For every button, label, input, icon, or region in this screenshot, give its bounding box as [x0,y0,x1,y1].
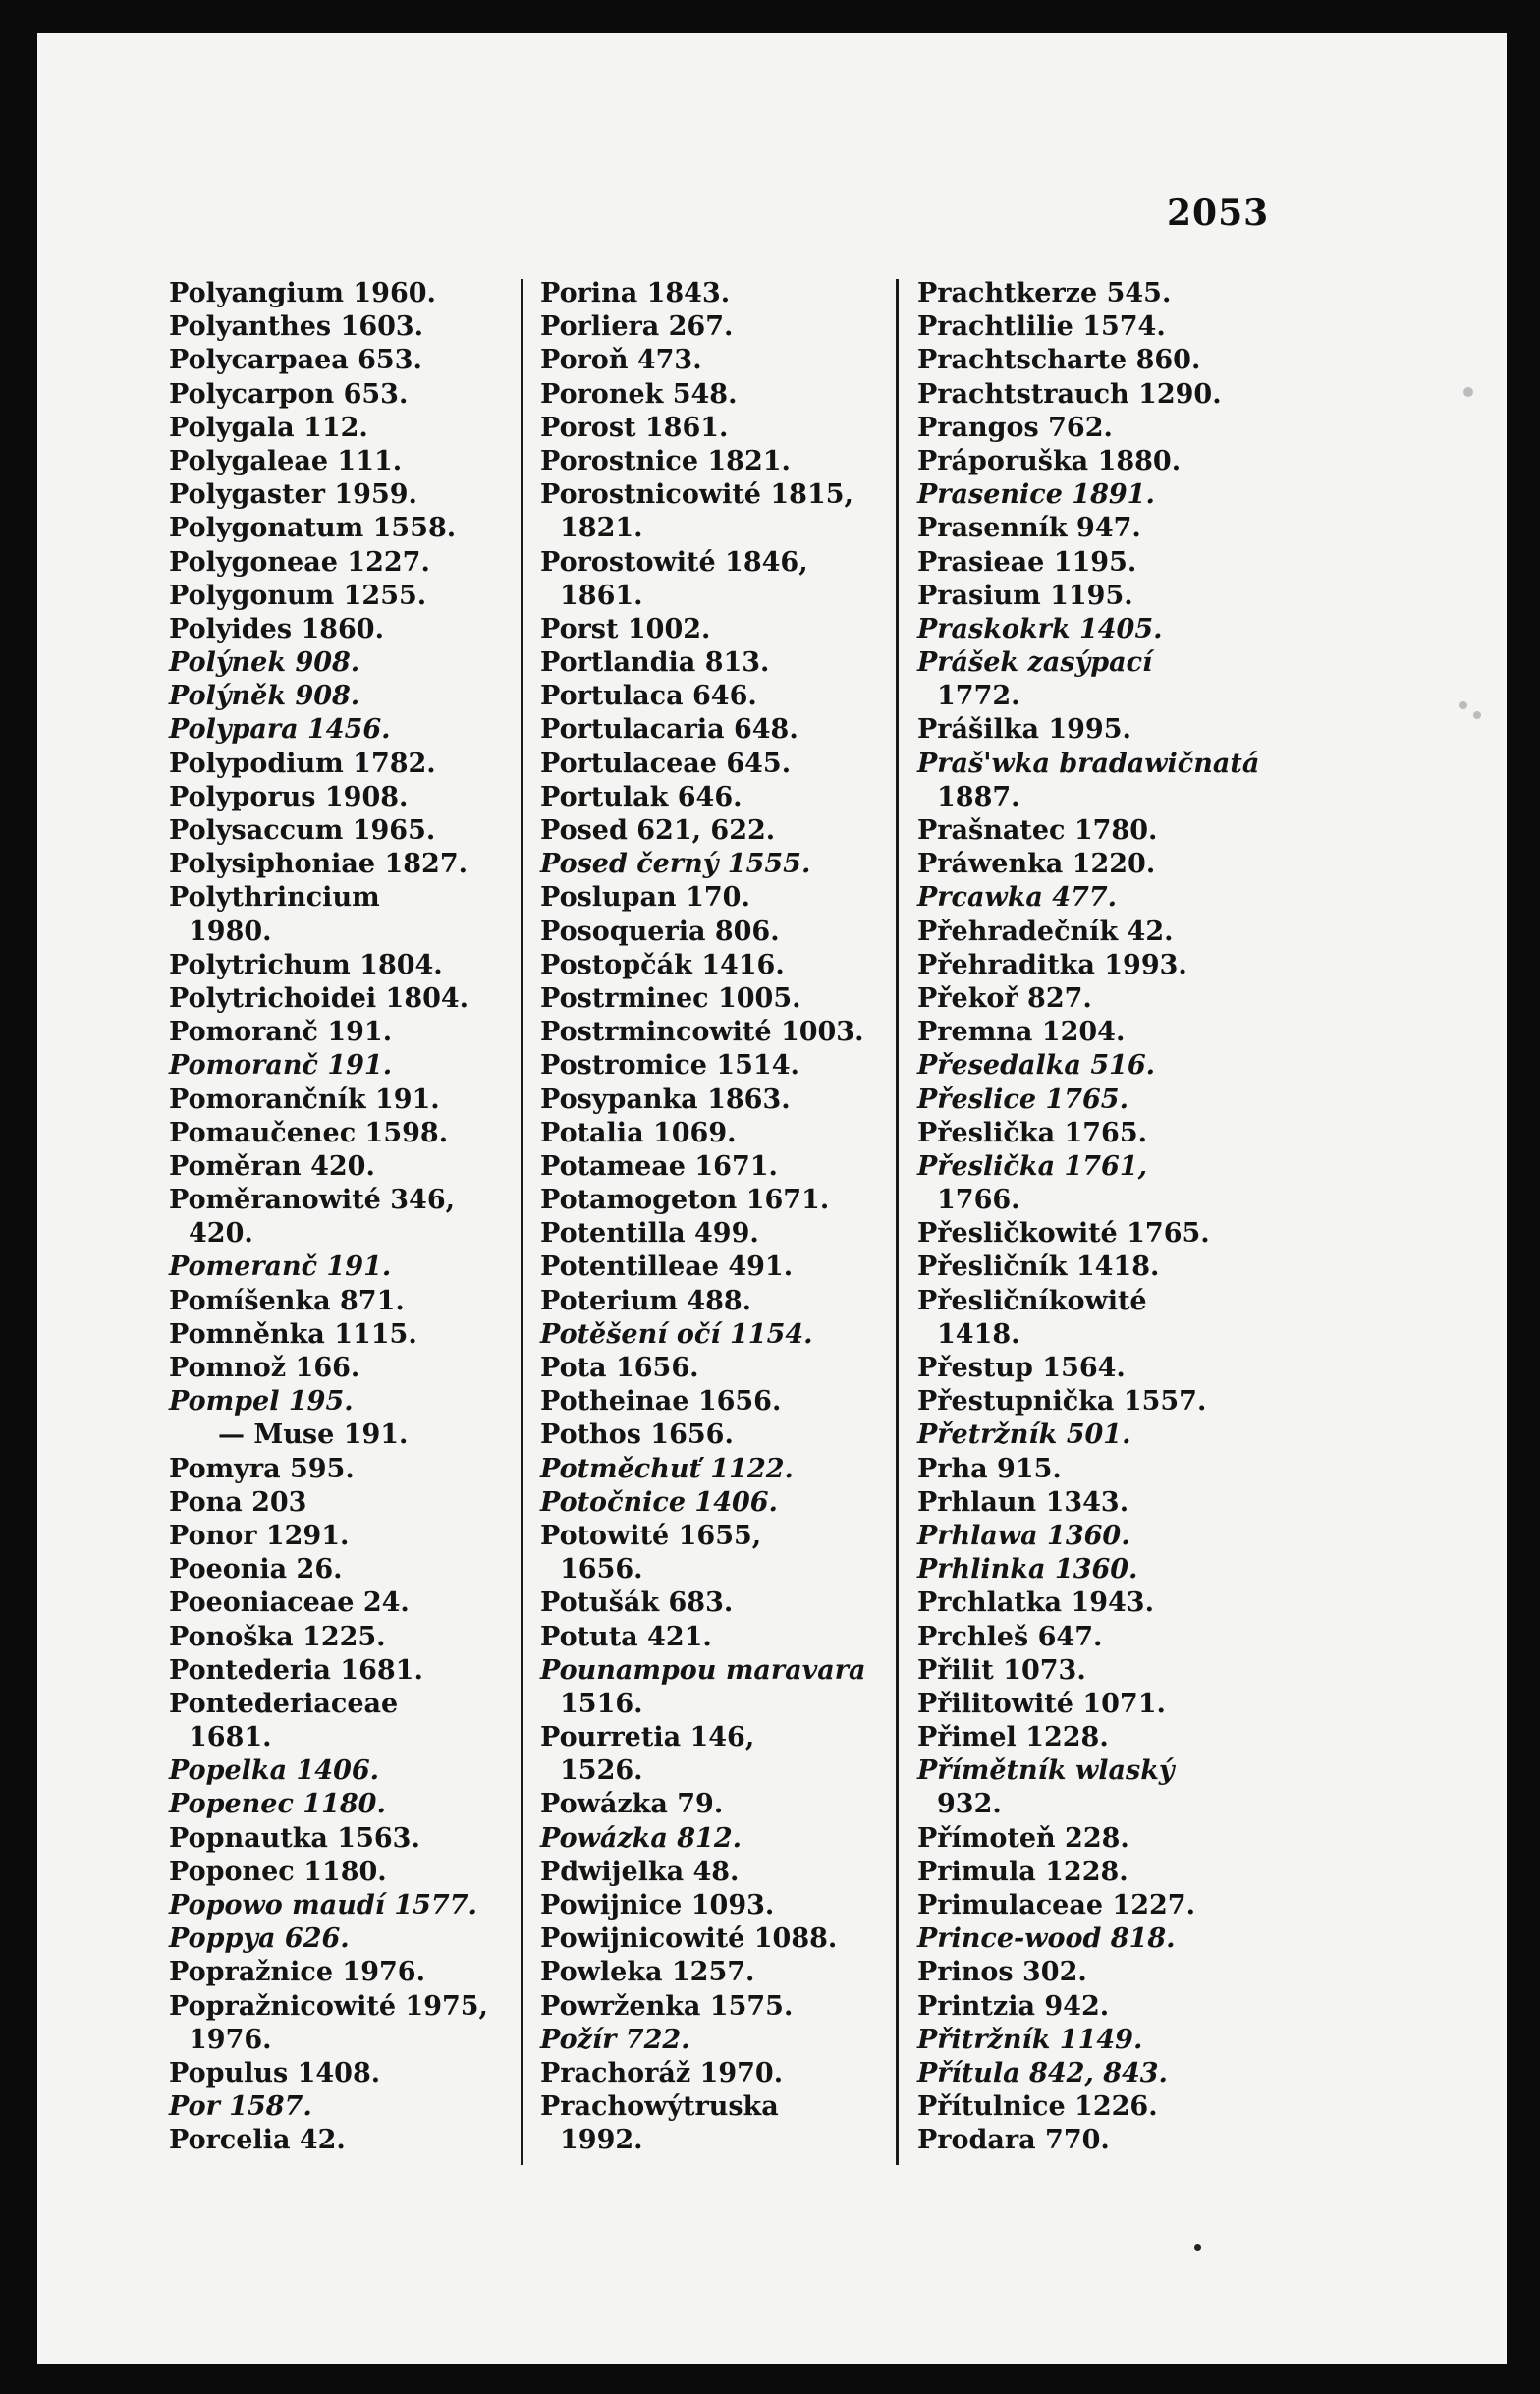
index-entry: Přilitowité 1071. [917,1688,1166,1719]
index-entry: Potheinae 1656. [540,1386,782,1418]
index-entry: Portulaceae 645. [540,748,792,779]
index-entry: Prachowýtruska [540,2091,779,2123]
index-entry: Prchlatka 1943. [917,1587,1154,1619]
index-entry: Pomyra 595. [169,1453,355,1484]
index-entry: Premna 1204. [917,1017,1126,1048]
index-entry: Prcawka 477. [917,882,1118,914]
index-entry: Powijnicowité 1088. [540,1923,838,1955]
index-entry: Polýnek 908. [169,647,360,679]
index-entry: Potušák 683. [540,1587,734,1619]
index-entry: Postrminec 1005. [540,982,801,1014]
index-entry: Porcelia 42. [169,2125,346,2156]
index-entry: Pomoranč 191. [169,1050,393,1082]
index-entry: Porostowité 1846, [540,546,808,578]
index-entry: Pontederia 1681. [169,1654,423,1686]
index-entry: Porost 1861. [540,412,729,443]
index-entry: Polytrichoidei 1804. [169,982,469,1014]
index-entry: Porliera 267. [540,311,734,343]
index-entry: Přeslička 1761, [917,1150,1148,1182]
index-entry: Powázka 812. [540,1822,742,1854]
column-divider-right [896,279,899,2165]
index-entry: Poeoniaceae 24. [169,1587,410,1619]
index-entry: Prasium 1195. [917,580,1133,611]
paper-speck [1473,711,1481,719]
index-entry: 1772. [937,681,1020,712]
index-entry: Polypodium 1782. [169,748,436,779]
index-entry: Polygala 112. [169,412,368,443]
index-entry: 1766. [937,1185,1020,1216]
index-entry: Polygaster 1959. [169,479,417,511]
index-entry: Pontederiaceae [169,1688,399,1719]
index-entry: Polycarpaea 653. [169,345,422,376]
index-entry: Přítulnice 1226. [917,2091,1158,2123]
index-entry: Printzia 942. [917,1990,1110,2022]
index-entry: Portulak 646. [540,781,742,812]
index-entry: Prasieae 1195. [917,546,1137,578]
column-divider-left [521,279,523,2165]
index-entry: Požír 722. [540,2024,690,2055]
index-entry: Poměranowité 346, [169,1185,456,1216]
index-entry: Prince-wood 818. [917,1923,1176,1955]
index-entry: Prasenice 1891. [917,479,1155,511]
index-entry: Přeslička 1765. [917,1117,1148,1148]
index-entry: Prha 915. [917,1453,1062,1484]
index-entry: Přesedalka 516. [917,1050,1156,1082]
index-entry: Posoqueria 806. [540,916,780,947]
index-entry: Prasenník 947. [917,513,1141,544]
index-entry: Pomorančník 191. [169,1084,440,1115]
index-entry: Portlandia 813. [540,647,770,679]
index-entry: Ponoška 1225. [169,1621,386,1652]
index-entry: Prhlawa 1360. [917,1520,1130,1551]
index-entry: Por 1587. [169,2091,312,2123]
index-entry: Prachtkerze 545. [917,278,1172,308]
index-entry: Prašnatec 1780. [917,815,1158,846]
index-entry: Přesličník 1418. [917,1252,1160,1283]
index-entry: Postopčák 1416. [540,949,785,980]
index-entry: Polyanthes 1603. [169,311,424,343]
index-entry: Přestupnička 1557. [917,1386,1207,1418]
index-entry: Potočnice 1406. [540,1486,778,1518]
index-entry: Polytrichum 1804. [169,949,443,980]
index-entry: Přilit 1073. [917,1654,1086,1686]
index-entry: Přeslice 1765. [917,1084,1128,1115]
index-entry: Populus 1408. [169,2057,381,2088]
index-entry: Prchleš 647. [917,1621,1103,1652]
index-entry: Přimel 1228. [917,1722,1109,1754]
index-entry: Práwenka 1220. [917,849,1156,880]
index-entry: Pdwijelka 48. [540,1856,740,1887]
index-entry: 932. [937,1789,1002,1820]
index-entry: Poměran 420. [169,1150,375,1182]
index-entry: Potameae 1671. [540,1150,778,1182]
index-entry: Posed černý 1555. [540,849,811,880]
index-entry: Potowité 1655, [540,1520,762,1551]
index-entry: Polysiphoniae 1827. [169,849,468,880]
index-entry: Prášilka 1995. [917,714,1131,746]
index-entry: Pota 1656. [540,1353,699,1383]
index-entry: Polyporus 1908. [169,781,409,812]
index-entry: Primula 1228. [917,1856,1128,1887]
index-entry: Poterium 488. [540,1285,752,1316]
index-entry: Polycarpon 653. [169,378,409,410]
index-entry: 1980. [189,916,272,947]
index-entry: Ponor 1291. [169,1520,350,1551]
index-entry: Překoř 827. [917,982,1092,1014]
index-entry: Pomnož 166. [169,1353,360,1383]
index-entry: Posypanka 1863. [540,1084,791,1115]
index-entry: Popenec 1180. [169,1789,386,1820]
index-entry: 1526. [560,1755,643,1787]
index-entry: Poronek 548. [540,378,738,410]
index-entry: Přetržník 501. [917,1420,1131,1451]
index-entry: Popelka 1406. [169,1755,380,1787]
page-number: 2053 [1167,193,1270,234]
index-entry: — Muse 191. [218,1420,409,1451]
index-entry: Polygaleae 111. [169,445,403,476]
index-entry: Potěšení očí 1154. [540,1318,813,1350]
index-entry: Pourretia 146, [540,1722,755,1754]
index-entry: Porostnice 1821. [540,445,791,476]
index-entry: Polygonum 1255. [169,580,427,611]
index-entry: Potměchuť 1122. [540,1453,794,1484]
index-entry: Prachtscharte 860. [917,345,1201,376]
index-entry: Postromice 1514. [540,1050,799,1082]
index-entry: Polýněk 908. [169,681,360,712]
index-entry: Powleka 1257. [540,1957,755,1988]
index-entry: Praš'wka bradawičnatá [917,748,1260,779]
index-entry: Polythrincium [169,882,380,914]
index-entry: 1821. [560,513,643,544]
paper-speck [1459,701,1467,709]
index-column-3 [917,277,1260,2158]
index-entry: Přítula 842, 843. [917,2057,1168,2088]
index-entry: 1656. [560,1554,643,1586]
index-entry: Polypara 1456. [169,714,391,746]
index-entry: 1516. [560,1688,643,1719]
index-entry: Polygonatum 1558. [169,513,457,544]
index-entry: 1418. [937,1318,1020,1350]
index-entry: Pomoranč 191. [169,1017,393,1048]
index-entry: Prhlinka 1360. [917,1554,1138,1586]
index-entry: Powijnice 1093. [540,1890,775,1921]
index-entry: Pomaučenec 1598. [169,1117,449,1148]
paper-speck [1463,387,1473,397]
index-entry: Poppya 626. [169,1923,350,1955]
index-entry: Poroň 473. [540,345,702,376]
index-entry: Přesličkowité 1765. [917,1218,1210,1250]
index-entry: Přímětník wlaský [917,1755,1175,1787]
index-entry: Potamogeton 1671. [540,1185,830,1216]
index-entry: Prachtstrauch 1290. [917,378,1222,410]
index-entry: Prhlaun 1343. [917,1486,1129,1518]
index-entry: Polysaccum 1965. [169,815,436,846]
index-entry: Portulacaria 648. [540,714,798,746]
index-entry: 1681. [189,1722,272,1754]
index-entry: Powrženka 1575. [540,1990,794,2022]
index-entry: 1976. [189,2024,272,2055]
index-entry: Popowo maudí 1577. [169,1890,477,1921]
ink-speck [1194,2244,1201,2251]
index-entry: 1861. [560,580,643,611]
index-entry: Pona 203 [169,1486,307,1518]
index-entry: Potuta 421. [540,1621,712,1652]
index-entry: Popražnice 1976. [169,1957,425,1988]
index-entry: Posed 621, 622. [540,815,776,846]
index-entry: Prachoráž 1970. [540,2057,784,2088]
index-entry: Poslupan 170. [540,882,750,914]
index-entry: Popnautka 1563. [169,1822,420,1854]
index-entry: Polygoneae 1227. [169,546,430,578]
index-entry: Pompel 195. [169,1386,354,1418]
index-entry: Porina 1843. [540,278,731,308]
index-entry: Potentilla 499. [540,1218,759,1250]
index-column-1 [169,277,493,2158]
index-entry: Porst 1002. [540,613,711,644]
index-entry: 420. [189,1218,253,1250]
index-entry: Primulaceae 1227. [917,1890,1195,1921]
index-entry: Pomněnka 1115. [169,1318,417,1350]
index-entry: Přehradečník 42. [917,916,1174,947]
index-entry: Powázka 79. [540,1789,724,1820]
index-entry: Prinos 302. [917,1957,1087,1988]
index-entry: Prodara 770. [917,2125,1110,2156]
index-entry: Poeonia 26. [169,1554,343,1586]
index-entry: Portulaca 646. [540,681,757,712]
index-entry: Přitržník 1149. [917,2024,1143,2055]
index-entry: Přímoteň 228. [917,1822,1129,1854]
index-entry: Prangos 762. [917,412,1113,443]
index-entry: Poponec 1180. [169,1856,387,1887]
index-entry: Prášek zasýpací [917,647,1153,679]
index-entry: Pomeranč 191. [169,1252,392,1283]
index-entry: Prachtlilie 1574. [917,311,1166,343]
index-entry: Pothos 1656. [540,1420,734,1451]
index-entry: Přestup 1564. [917,1353,1126,1383]
index-entry: Popražnicowité 1975, [169,1990,488,2022]
index-entry: Postrmincowité 1003. [540,1017,864,1048]
index-entry: Porostnicowité 1815, [540,479,853,511]
index-entry: Praskokrk 1405. [917,613,1163,644]
book-page [37,33,1507,2364]
index-entry: 1887. [937,781,1020,812]
index-entry: Přehraditka 1993. [917,949,1187,980]
index-entry: Polyides 1860. [169,613,384,644]
index-entry: Polyangium 1960. [169,278,436,308]
index-column-2 [540,277,884,2158]
index-entry: Potentilleae 491. [540,1252,794,1283]
index-entry: Práporuška 1880. [917,445,1182,476]
index-entry: Přesličníkowité [917,1285,1147,1316]
index-entry: Pomíšenka 871. [169,1285,405,1316]
index-entry: Pounampou maravara [540,1654,866,1686]
index-entry: Potalia 1069. [540,1117,737,1148]
index-entry: 1992. [560,2125,643,2156]
